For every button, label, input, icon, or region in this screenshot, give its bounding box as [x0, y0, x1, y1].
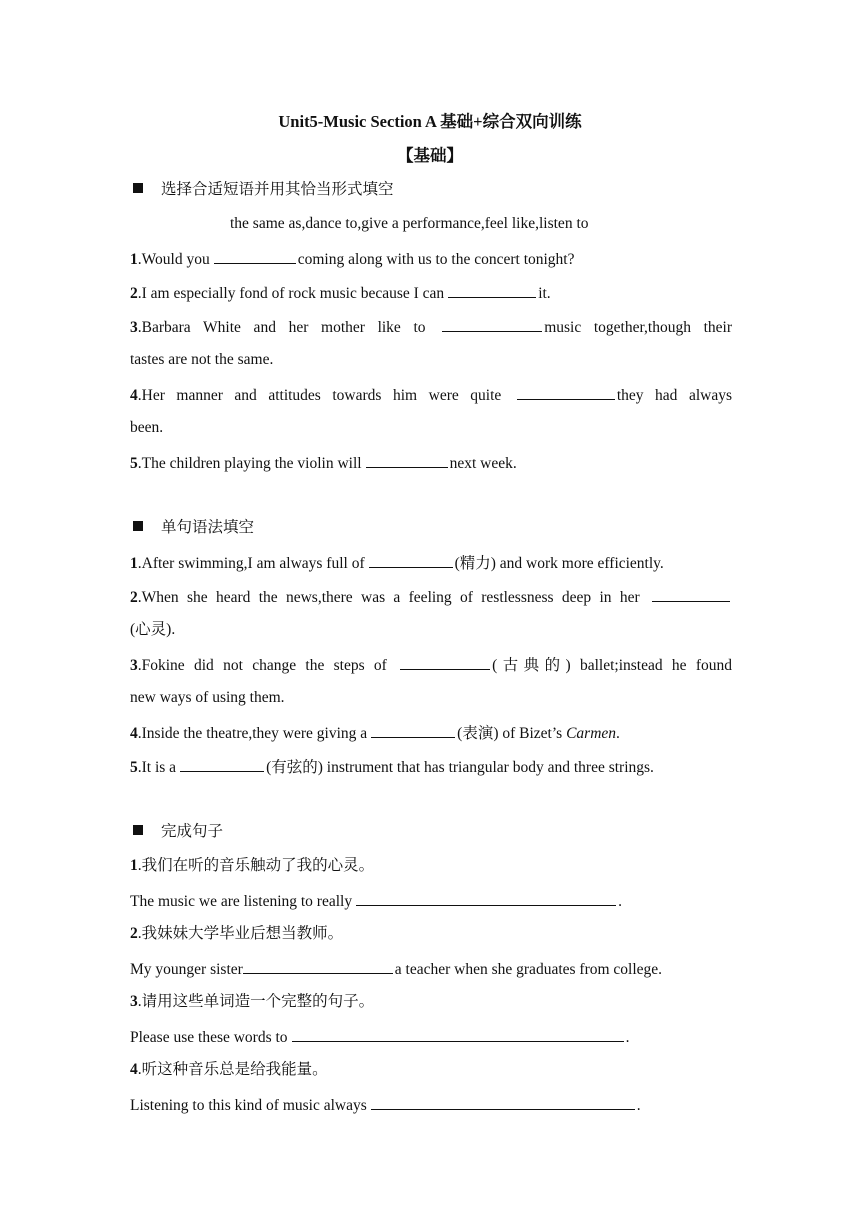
- section-heading: 单句语法填空: [133, 518, 735, 538]
- chinese-prompt: 4.听这种音乐总是给我能量。: [130, 1061, 328, 1078]
- translation-line: The music we are listening to really .: [130, 890, 732, 912]
- answer-blank[interactable]: [517, 384, 615, 400]
- square-bullet-icon: [133, 825, 143, 835]
- question-item: 5.It is a (有弦的) instrument that has triangular body and three strings.: [130, 756, 732, 778]
- section-heading: 选择合适短语并用其恰当形式填空: [133, 180, 735, 200]
- answer-blank[interactable]: [371, 1094, 635, 1110]
- answer-blank[interactable]: [369, 552, 453, 568]
- answer-blank[interactable]: [652, 586, 730, 602]
- question-item: 2.When she heard the news,there was a feeling of restlessness deep in her: [130, 586, 732, 608]
- answer-blank[interactable]: [371, 722, 455, 738]
- translation-line: Listening to this kind of music always .: [130, 1094, 732, 1116]
- answer-blank[interactable]: [448, 282, 536, 298]
- answer-blank[interactable]: [356, 890, 616, 906]
- question-item-continued: tastes are not the same.: [130, 351, 274, 368]
- square-bullet-icon: [133, 521, 143, 531]
- question-item: 3.Barbara White and her mother like to music together,though their: [130, 316, 732, 338]
- answer-blank[interactable]: [214, 248, 296, 264]
- question-item: 1.After swimming,I am always full of (精力) and work more efficiently.: [130, 552, 732, 574]
- question-item: 5.The children playing the violin will next week.: [130, 452, 732, 474]
- question-item-continued: new ways of using them.: [130, 689, 285, 706]
- square-bullet-icon: [133, 183, 143, 193]
- question-item: 4.Her manner and attitudes towards him were quite they had always: [130, 384, 732, 406]
- answer-blank[interactable]: [400, 654, 490, 670]
- answer-blank[interactable]: [366, 452, 448, 468]
- answer-blank[interactable]: [180, 756, 264, 772]
- question-item: 2.I am especially fond of rock music because I can it.: [130, 282, 732, 304]
- section-heading: 完成句子: [133, 822, 735, 842]
- question-item: 4.Inside the theatre,they were giving a (表演) of Bizet’s Carmen.: [130, 722, 732, 744]
- question-item: 3.Fokine did not change the steps of (古典的) ballet;instead he found: [130, 654, 732, 676]
- page-title: Unit5-Music Section A 基础+综合双向训练: [278, 112, 582, 131]
- page-subtitle: 【基础】: [397, 146, 463, 165]
- answer-blank[interactable]: [292, 1026, 624, 1042]
- chinese-prompt: 3.请用这些单词造一个完整的句子。: [130, 993, 375, 1010]
- chinese-prompt: 1.我们在听的音乐触动了我的心灵。: [130, 857, 375, 874]
- translation-line: My younger sister a teacher when she graduates from college.: [130, 958, 732, 980]
- phrase-bank: the same as,dance to,give a performance,feel like,listen to: [230, 215, 589, 232]
- question-item-continued: (心灵).: [130, 621, 176, 638]
- chinese-prompt: 2.我妹妹大学毕业后想当教师。: [130, 925, 344, 942]
- question-item-continued: been.: [130, 419, 164, 436]
- translation-line: Please use these words to .: [130, 1026, 732, 1048]
- answer-blank[interactable]: [442, 316, 542, 332]
- answer-blank[interactable]: [243, 958, 393, 974]
- question-item: 1.Would you coming along with us to the concert tonight?: [130, 248, 732, 270]
